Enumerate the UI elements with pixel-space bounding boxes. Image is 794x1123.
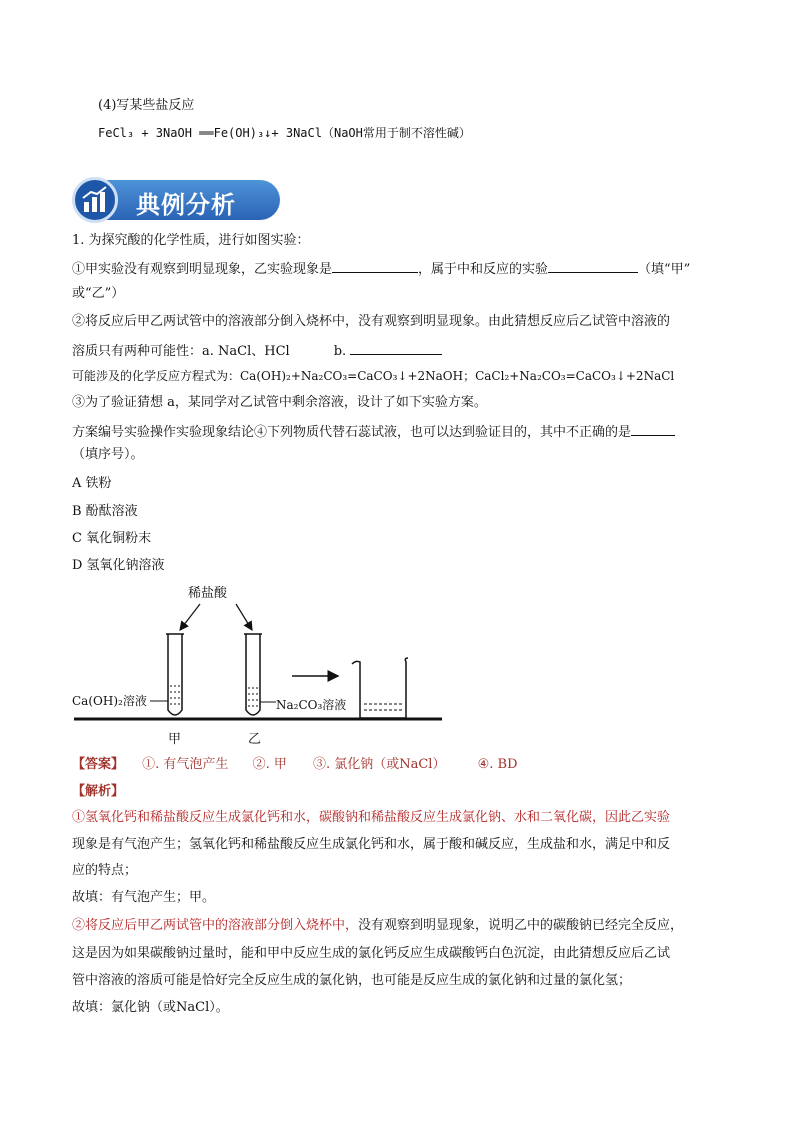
analysis-p2-line1 <box>72 917 683 935</box>
part2-text-c: b. <box>333 344 347 359</box>
analysis-fill-2: 故填：氯化钠（或NaCl）。 <box>72 1000 229 1015</box>
section-heading: (4)写某些盐反应 <box>98 98 195 113</box>
part4-text-a: 方案编号实验操作实验现象结论④下列物质代替石蕊试液，也可以达到验证目的，其中不正确的是 <box>72 425 632 440</box>
part4-text-b: （填序号）。 <box>72 447 144 462</box>
question-part3: ③为了验证猜想 a，某同学对乙试管中剩余溶液，设计了如下实验方案。 <box>72 395 487 410</box>
part1-text-a: ①甲实验没有观察到明显现象，乙实验现象是 <box>72 262 333 277</box>
question-part1 <box>72 258 690 279</box>
option-a: A 铁粉 <box>72 476 112 491</box>
question-part2: ②将反应后甲乙两试管中的溶液部分倒入烧杯中，没有观察到明显现象。由此猜想反应后乙试管中溶液的 <box>72 314 671 329</box>
part1-text-b: ，属于中和反应的实验 <box>418 262 549 277</box>
acid-label: 稀盐酸 <box>188 586 228 601</box>
analysis-fill-1: 故填：有气泡产生；甲。 <box>72 890 216 905</box>
question-part2-line2 <box>72 340 442 361</box>
banner-title: 典例分析 <box>136 191 236 219</box>
part1-text-c: （填“甲” <box>638 262 691 277</box>
answer-item-4: ④. BD <box>477 757 518 772</box>
option-d: D 氢氧化钠溶液 <box>72 558 165 573</box>
question-part4 <box>72 421 675 442</box>
answer-item-2: ②. 甲 <box>252 757 287 772</box>
answer-item-3: ③. 氯化钠（或NaCl） <box>312 757 446 772</box>
analysis-p2-red-text: ②将反应后甲乙两试管中的溶液部分倒入烧杯中， <box>72 918 359 933</box>
apparatus-drawing <box>70 578 450 748</box>
answer-line <box>72 756 518 774</box>
analysis-p1-line1: ①氢氧化钙和稀盐酸反应生成氯化钙和水，碳酸钠和稀盐酸反应生成氯化钠、水和二氧化碳，因此乙实验 <box>72 810 671 825</box>
tube-b-label: 乙 <box>248 732 262 747</box>
question-stem: 1. 为探究酸的化学性质，进行如图实验： <box>72 233 310 248</box>
reaction-equations: 可能涉及的化学反应方程式为：Ca(OH)₂+Na₂CO₃=CaCO₃↓+2NaOH；CaCl₂+Na₂CO₃=CaCO₃↓+2NaCl <box>72 369 675 383</box>
option-b: B 酚酞溶液 <box>72 504 138 519</box>
example-analysis-banner <box>72 177 280 223</box>
left-reagent-label: Ca(OH)₂溶液 <box>72 694 147 708</box>
analysis-label: 【解析】 <box>72 784 125 799</box>
right-reagent-label: Na₂CO₃溶液 <box>276 698 347 712</box>
part1-text-d: 或“乙”） <box>72 286 125 301</box>
option-c: C 氧化铜粉末 <box>72 531 152 546</box>
answer-item-1: ①. 有气泡产生 <box>142 757 229 772</box>
tube-a-label: 甲 <box>168 732 182 747</box>
answer-blank-4[interactable] <box>631 421 675 436</box>
analysis-p2-line3: 管中溶液的溶质可能是恰好完全反应生成的氯化钠，也可能是反应生成的氯化钠和过量的氯化氢； <box>72 973 632 988</box>
analysis-p1-line2: 现象是有气泡产生；氢氧化钙和稀盐酸反应生成氯化钙和水，属于酸和碱反应，生成盐和水，满足中和反 <box>72 837 671 852</box>
analysis-p2-line2: 这是因为如果碳酸钠过量时，能和甲中反应生成的氯化钙反应生成碳酸钙白色沉淀，由此猜想反应后乙试 <box>72 946 671 961</box>
analysis-p1-line3: 应的特点； <box>72 863 138 878</box>
answer-blank-2[interactable] <box>548 258 638 273</box>
salt-reaction-equation: FeCl₃ + 3NaOH ══Fe(OH)₃↓+ 3NaCl（NaOH常用于制不溶性碱） <box>98 126 471 140</box>
experiment-figure <box>70 578 450 748</box>
answer-label: 【答案】 <box>72 757 125 772</box>
analysis-p2-rest: 没有观察到明显现象，说明乙中的碳酸钠已经完全反应， <box>358 918 684 933</box>
part2-text-b: 溶质只有两种可能性：a. NaCl、HCl <box>72 344 290 359</box>
answer-blank-1[interactable] <box>332 258 418 273</box>
answer-blank-3[interactable] <box>350 340 442 355</box>
bar-chart-icon <box>72 177 118 223</box>
